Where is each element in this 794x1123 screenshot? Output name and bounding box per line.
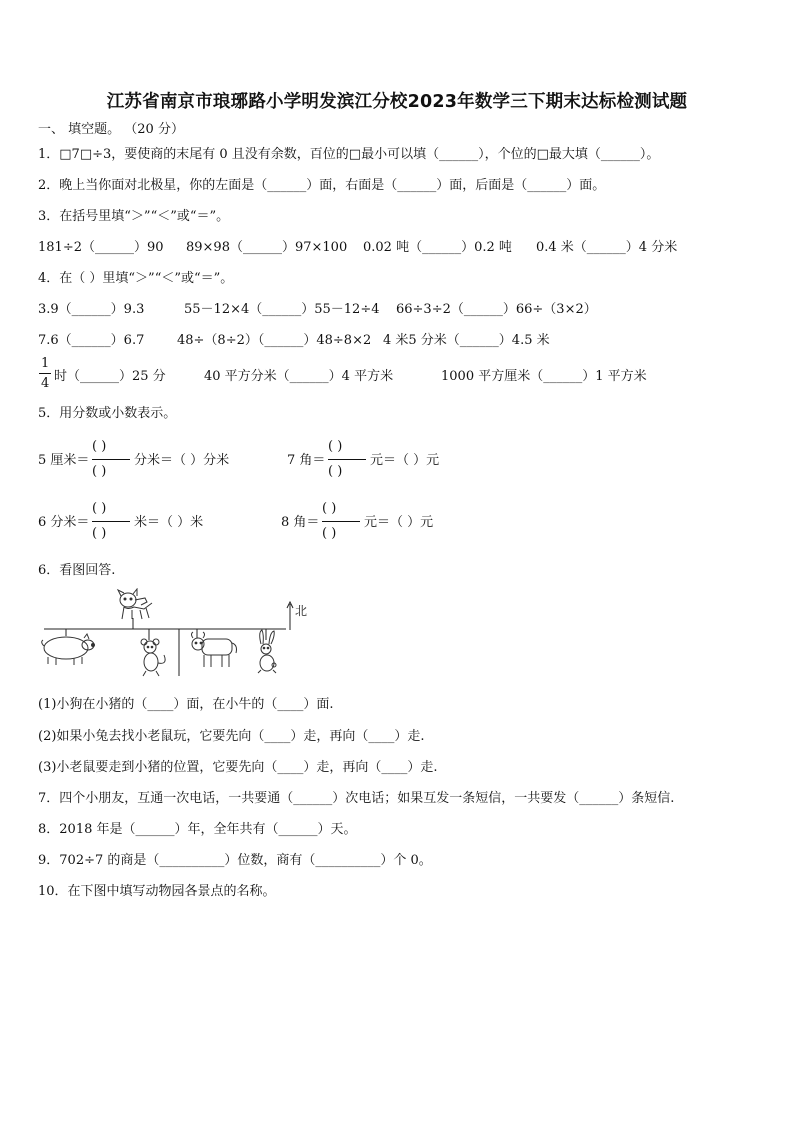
question-6-stem: 6．看图回答. [38,563,116,578]
q4-item: 时（______）25 分 [54,369,166,384]
question-6-part-1: (1)小狗在小猪的（____）面，在小牛的（____）面. [38,697,334,712]
q5c-prefix: 6 分米＝ [38,515,90,530]
question-5-stem: 5．用分数或小数表示。 [38,406,177,421]
q5a-denominator: ( ) [92,464,107,479]
q4-fraction-bar [39,373,51,374]
q5b-suffix: 元＝（ ）元 [370,453,440,468]
q5b-prefix: 7 角＝ [287,453,326,468]
q5c-suffix: 米＝（ ）米 [134,515,204,530]
q3-item: 181÷2（______）90 [38,240,164,255]
q3-item: 0.4 米（______）4 分米 [536,240,678,255]
page-title: 江苏省南京市琅琊路小学明发滨江分校2023年数学三下期末达标检测试题 [106,92,688,112]
question-6-part-2: (2)如果小兔去找小老鼠玩，它要先向（____）走，再向（____）走. [38,729,425,744]
question-2: 2．晚上当你面对北极星，你的左面是（______）面，右面是（______）面，后面是（______）面。 [38,178,606,193]
dog-icon [118,589,152,619]
north-label: 北 [295,604,308,618]
q5a-fraction-bar [92,459,130,460]
q3-item: 89×98（______）97×100 [186,240,348,255]
q5a-suffix: 分米＝（ ）分米 [134,453,230,468]
q4-item: 40 平方分米（______）4 平方米 [204,369,394,384]
question-8: 8．2018 年是（______）年，全年共有（______）天。 [38,822,357,837]
q5b-fraction-bar [328,459,366,460]
q4-fraction-numerator: 1 [41,356,50,371]
question-6-part-3: (3)小老鼠要走到小猪的位置，它要先向（____）走，再向（____）走. [38,760,438,775]
q5c-numerator: ( ) [92,501,107,516]
question-9: 9．702÷7 的商是（__________）位数，商有（__________）个 0。 [38,853,432,868]
question-10: 10．在下图中填写动物园各景点的名称。 [38,884,276,899]
q4-item: 55－12×4（______）55－12÷4 [184,302,380,317]
ox-icon [192,632,237,667]
q5d-suffix: 元＝（ ）元 [364,515,434,530]
pig-icon [42,634,95,665]
question-3-stem: 3．在括号里填“＞”“＜”或“＝”。 [38,209,230,224]
q5d-denominator: ( ) [322,526,337,541]
q4-item: 3.9（______）9.3 [38,302,145,317]
q4-item: 48÷（8÷2）（______）48÷8×2 [177,333,372,348]
q4-fraction-denominator: 4 [41,376,50,391]
section-heading: 一、 填空题。 （20 分） [38,122,184,137]
q5c-denominator: ( ) [92,526,107,541]
q5c-fraction-bar [92,521,130,522]
q4-item: 4 米5 分米（______）4.5 米 [383,333,550,348]
question-4-stem: 4．在（ ）里填“＞”“＜”或“＝”。 [38,271,234,286]
question-7: 7．四个小朋友，互通一次电话，一共要通（______）次电话；如果互发一条短信，一共要发（______）条短信. [38,791,675,806]
q4-item: 66÷3÷2（______）66÷（3×2） [396,302,597,317]
q4-item: 7.6（______）6.7 [38,333,145,348]
q5d-prefix: 8 角＝ [281,515,320,530]
q4-item: 1000 平方厘米（______）1 平方米 [441,369,647,384]
q5b-denominator: ( ) [328,464,343,479]
q5a-prefix: 5 厘米＝ [38,453,90,468]
q5d-numerator: ( ) [322,501,337,516]
mouse-icon [141,639,165,676]
question-1: 1．□7□÷3，要使商的末尾有 0 且没有余数，百位的□最小可以填（______），个位的□最大填（______）。 [38,147,660,162]
q5b-numerator: ( ) [328,439,343,454]
q3-item: 0.02 吨（______）0.2 吨 [363,240,512,255]
animal-position-figure [36,588,316,688]
q5a-numerator: ( ) [92,439,107,454]
rabbit-icon [258,630,276,673]
q5d-fraction-bar [322,521,360,522]
